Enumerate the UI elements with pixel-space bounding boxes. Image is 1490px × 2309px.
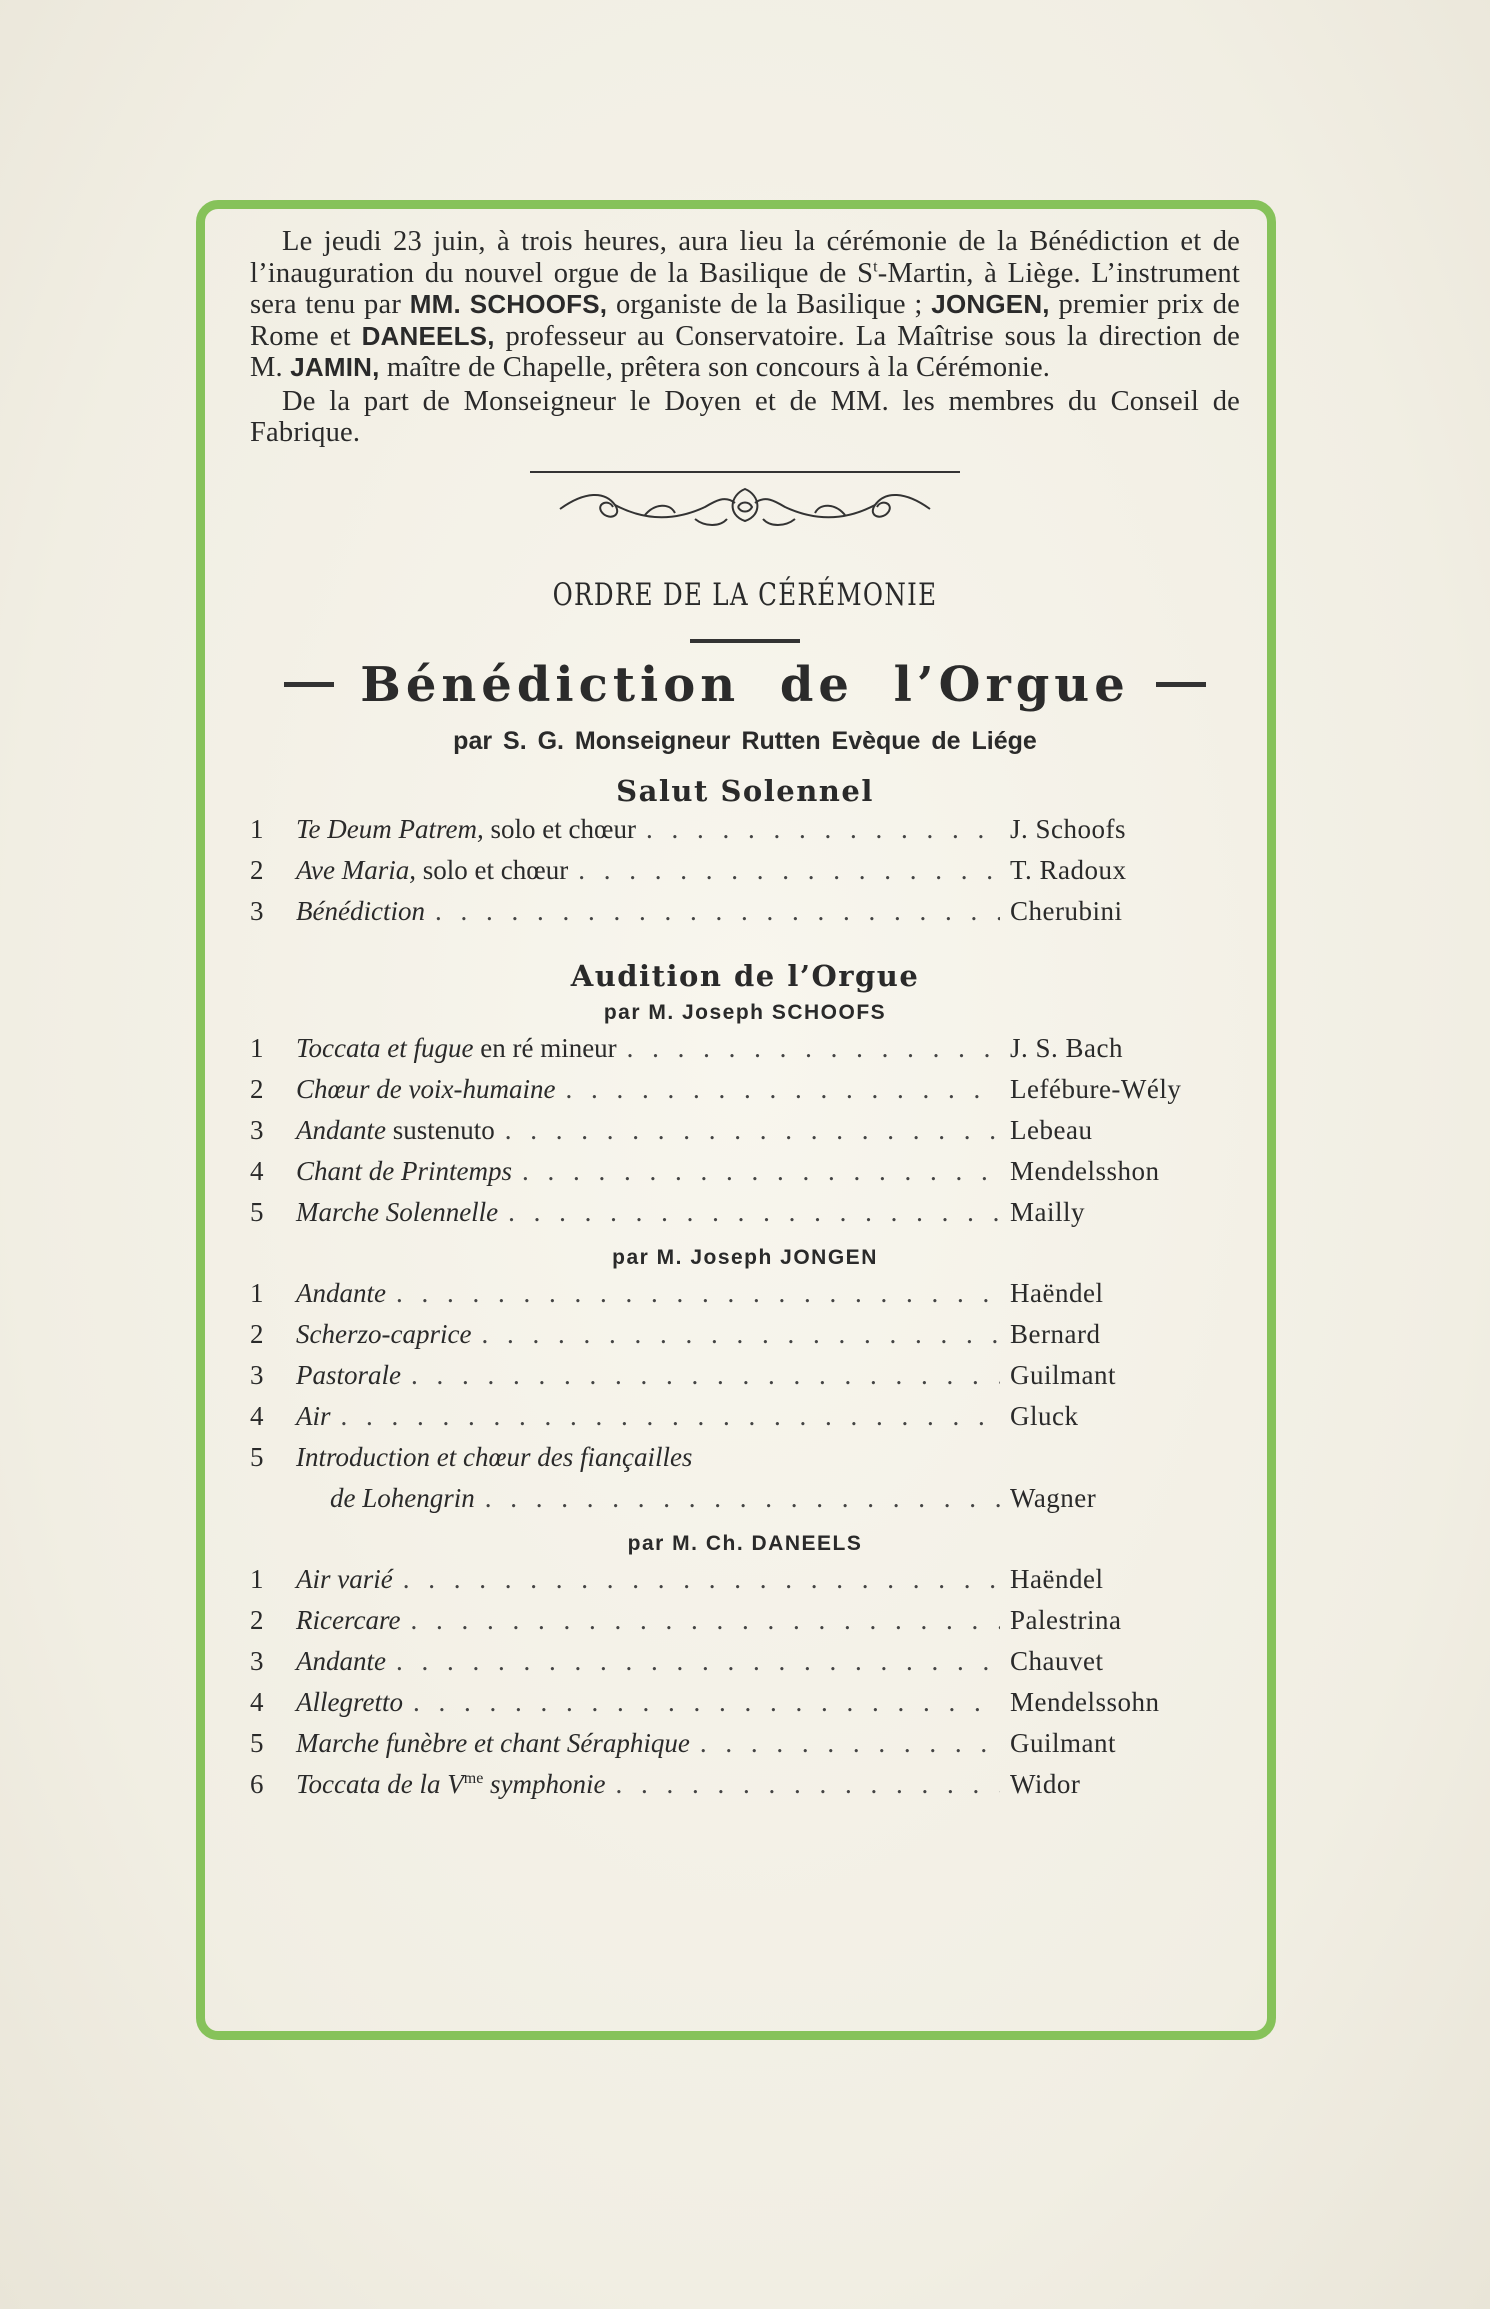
title-dash-left (284, 682, 334, 687)
list-item: 3 Andante sustenuto . . . Lebeau (250, 1115, 1240, 1156)
name-jongen: JONGEN, (931, 289, 1050, 319)
name-jamin: JAMIN, (290, 352, 380, 382)
list-item: 3 Bénédiction . . . Cherubini (250, 896, 1240, 937)
program-content (250, 226, 1240, 1810)
list-item: 1 Toccata et fugue en ré mineur . . . J. S. Bach (250, 1033, 1240, 1074)
short-divider (690, 639, 800, 643)
invitation-line: De la part de Monseigneur le Doyen et de MM. les membres du Conseil de Fabrique. (250, 385, 1240, 448)
byline-schoofs: par M. Joseph SCHOOFS (603, 1000, 887, 1024)
list-item: 2 Scherzo-caprice . . . Bernard (250, 1319, 1240, 1360)
list-item: 2 Ricercare . . . Palestrina (250, 1605, 1240, 1646)
byline-jongen: par M. Joseph JONGEN (612, 1245, 878, 1269)
announcement-paragraph: Le jeudi 23 juin, à trois heures, aura lieu la cérémonie de la Bénédiction et de l’inauguration du nouvel orgue de la Basilique de $S^t$-Martin, à Liège. L’instrument sera tenu par MM. SCHOOFS, organiste de la Basilique ; JONGEN, premier prix de Rome et DANEELS, professeur au Conservatoire. La Maîtrise sous la direction de M. JAMIN, maître de Chapelle, prêtera son concours à la Cérémonie. (250, 226, 1241, 383)
title-dash-right (1156, 682, 1206, 687)
jongen-list (250, 1278, 1240, 1524)
audition-heading: Audition de l’Orgue (570, 958, 920, 993)
list-item: 5 Marche Solennelle . . . Mailly (250, 1197, 1240, 1238)
list-item: 6 Toccata de la $V^{me}$ symphonie . . . Widor (250, 1769, 1240, 1810)
list-item: 3 Pastorale . . . Guilmant (250, 1360, 1240, 1401)
list-item: 4 Allegretto . . . Mendelssohn (250, 1687, 1240, 1728)
daneels-list (250, 1564, 1240, 1810)
announcement (250, 226, 1240, 449)
list-item: 5 Marche funèbre et chant Séraphique . . . Guilmant (250, 1728, 1240, 1769)
ornament-divider (530, 471, 960, 541)
list-item: 4 Chant de Printemps . . . Mendelsshon (250, 1156, 1240, 1197)
list-item: 2 Chœur de voix-humaine . . . Lefébure-Wély (250, 1074, 1240, 1115)
list-item: 1 Te Deum Patrem, solo et chœur . . . J. Schoofs (250, 814, 1240, 855)
list-item: 3 Andante . . . Chauvet (250, 1646, 1240, 1687)
section-header: ORDRE DE LA CÉRÉMONIE (552, 576, 938, 613)
list-item: 2 Ave Maria, solo et chœur . . . T. Radoux (250, 855, 1240, 896)
list-item: 4 Air . . . Gluck (250, 1401, 1240, 1442)
list-item-continuation: de Lohengrin . . . Wagner (250, 1483, 1240, 1524)
officiant-line: par S. G. Monseigneur Rutten Evèque de Liége (453, 726, 1037, 755)
flourish-ornament-icon (555, 481, 935, 531)
list-item: 1 Air varié . . . Haëndel (250, 1564, 1240, 1605)
title-text: Bénédiction de l’Orgue (360, 656, 1130, 713)
program-title (250, 657, 1240, 713)
schoofs-list (250, 1033, 1240, 1238)
salut-heading: Salut Solennel (616, 773, 874, 808)
byline-daneels: par M. Ch. DANEELS (627, 1531, 863, 1555)
list-item: 5 Introduction et chœur des fiançailles (250, 1441, 693, 1472)
name-daneels: DANEELS, (361, 320, 495, 351)
salut-list (250, 814, 1240, 937)
list-item: 1 Andante . . . Haëndel (250, 1278, 1240, 1319)
name-mm-schoofs: MM. SCHOOFS, (409, 289, 608, 319)
ornament-rule (530, 471, 960, 473)
